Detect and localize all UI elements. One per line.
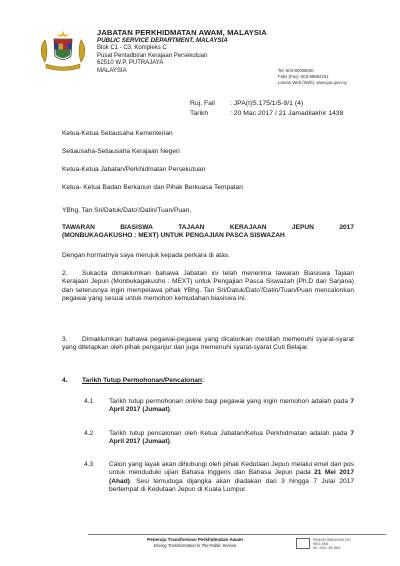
paragraph-number: 4. bbox=[62, 377, 68, 384]
subject-line-2: (MONBUKAGAKUSHO : MEXT) UNTUK PENGAJIAN PASCA SISWAZAH bbox=[62, 232, 285, 240]
salutation: YBhg. Tan Sri/Datuk/Dato'/Datin/Tuan/Puan, bbox=[62, 207, 192, 214]
subject-word: TAJAAN bbox=[178, 224, 205, 231]
paragraph-2 bbox=[62, 270, 354, 304]
date-value: : 20 Mac 2017 / 21 Jamadilakhir 1438 bbox=[230, 110, 344, 117]
organization-name-ms: JABATAN PERKHIDMATAN AWAM, MALAYSIA bbox=[97, 28, 267, 37]
recipient-line: Ketua-Ketua Setiausaha Kementerian bbox=[62, 130, 173, 137]
motto-en: Driving Transformation In The Public Service bbox=[153, 543, 237, 548]
file-reference-value: : JPA(I)S.175/1/5-9/1 (4) bbox=[230, 100, 304, 107]
certification-text bbox=[313, 538, 356, 551]
heading-colon: : bbox=[201, 377, 205, 384]
item-text: Calon yang layak akan dihubungi oleh pihak Kedutaan Jepun melalui emel dan pos untuk menduduki ujian Bahasa Inggeris dan Bahasa Jepun pada 21 Mei 2017 (Ahad). Sesi temuduga dijangka akan diadakan dari 3 hingga 7 Julai 2017 bertempat di Kedutaan Jepun di Kuala Lumpur. bbox=[109, 461, 354, 494]
paragraph-text: Sukacita dimaklumkan bahawa Jabatan ini telah menerima tawaran Biasiswa Tajaan Kerajaan Jepun (Monbukagakusho : MEXT) untuk Pengajian Pasca Siswazah (Ph.D dan Sarjana) dan seterusnya ingin mempelawa pihak YBhg. Tan Sri/Datuk/Dato'/Datin/Tuan/Puan mencalonkan pegawai yang sesuai untuk memohon kemudahan biasiswa ini. bbox=[62, 270, 354, 303]
iso-certification-icon bbox=[296, 538, 310, 549]
section-4-heading bbox=[62, 377, 204, 385]
footer-divider bbox=[88, 534, 386, 535]
fax-number: Faks (Fax): 603-88882181 bbox=[278, 73, 329, 79]
reference-block bbox=[190, 99, 390, 119]
recipient-line: Ketua- Ketua Badan Berkanun dan Pihak Berkuasa Tempatan bbox=[62, 184, 243, 191]
letterhead bbox=[97, 28, 297, 75]
address-line: MALAYSIA bbox=[97, 67, 127, 74]
section-heading-text: Tarikh Tutup Permohonan/Pencalonan bbox=[82, 377, 202, 384]
contact-block bbox=[278, 68, 388, 85]
paragraph-number: 3. bbox=[62, 336, 68, 343]
item-number: 4.1 bbox=[84, 398, 94, 405]
certification-block bbox=[296, 538, 356, 551]
subject-word: KERAJAAN bbox=[229, 224, 267, 231]
item-text: Tarikh tutup permohonan online bagi pegawai yang ingin memohon adalah pada 7 April 2017 (Jumaat). bbox=[109, 398, 354, 414]
subject-word: TAWARAN bbox=[62, 224, 95, 231]
item-4-2 bbox=[84, 430, 354, 447]
subject-word: JEPUN bbox=[291, 224, 314, 231]
certification-line: PENGIKTIRAFAN MS ISO 9001:2008 bbox=[313, 538, 351, 547]
recipient-line: Setiausaha-Setiausaha Kerajaan Negeri bbox=[62, 148, 180, 155]
address-line: 62510 W.P. PUTRAJAYA bbox=[97, 60, 164, 67]
file-reference-label: Ruj. Fail bbox=[190, 100, 215, 107]
certification-line: NO. SIJIL: AR 4841 bbox=[313, 546, 341, 551]
paragraph-text: Dimaklumkan bahawa pegawai-pegawai yang dicalonkan mestilah memenuhi syarat-syarat yang ditetapkan oleh pihak penganjur dan juga memenuhi syarat-syarat Cuti Belajar. bbox=[62, 336, 354, 352]
item-4-3 bbox=[84, 461, 354, 495]
phone-number: Tel: 603-80008000 bbox=[278, 68, 314, 73]
subject-line-1 bbox=[62, 224, 354, 232]
item-number: 4.3 bbox=[84, 461, 94, 468]
item-text: Tarikh tutup pencalonan oleh Ketua Jabatan/Ketua Perkhidmatan adalah pada 7 April 2017 (Jumaat). bbox=[109, 430, 354, 446]
address-line: Pusat Pentadbiran Kerajaan Persekutuan bbox=[97, 52, 208, 59]
subject-word: BIASISWA bbox=[120, 224, 153, 231]
motto-ms: Peneraju Transformasi Perkhidmatan Awam bbox=[147, 537, 243, 542]
date-label: Tarikh bbox=[190, 110, 209, 117]
organization-name-en: PUBLIC SERVICE DEPARTMENT, MALAYSIA bbox=[97, 37, 228, 44]
footer-motto bbox=[120, 537, 270, 549]
paragraph-3 bbox=[62, 336, 354, 353]
website: Laman Web (Web): www.jpa.gov.my bbox=[278, 79, 348, 85]
malaysia-coat-of-arms-icon bbox=[38, 30, 88, 74]
recipient-line: Ketua-Ketua Jabatan/Perkhidmatan Persekutuan bbox=[62, 166, 206, 173]
address-line: Blok C1 - C3, Kompleks C bbox=[97, 45, 167, 51]
opening-sentence: Dengan hormatnya saya merujuk kepada perkara di atas. bbox=[62, 252, 230, 259]
subject-word: 2017 bbox=[339, 224, 354, 231]
subject-heading bbox=[62, 224, 354, 241]
item-number: 4.2 bbox=[84, 430, 94, 437]
date-row bbox=[190, 109, 390, 119]
paragraph-number: 2. bbox=[62, 270, 68, 277]
file-reference-row bbox=[190, 99, 390, 109]
item-4-1 bbox=[84, 398, 354, 415]
